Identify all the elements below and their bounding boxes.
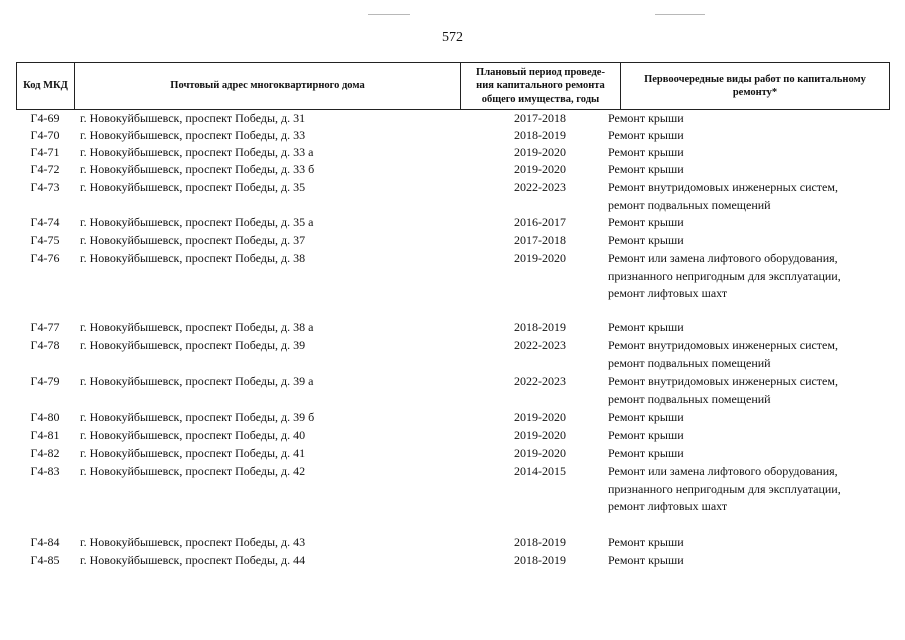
row-address: г. Новокуйбышевск, проспект Победы, д. 38: [80, 251, 306, 265]
row-works: Ремонт крыши: [608, 215, 684, 229]
row-address: г. Новокуйбышевск, проспект Победы, д. 39 а: [80, 374, 314, 388]
row-address: г. Новокуйбышевск, проспект Победы, д. 31: [80, 111, 306, 125]
row-works: Ремонт крыши: [608, 145, 684, 159]
row-address: г. Новокуйбышевск, проспект Победы, д. 38 а: [80, 320, 314, 334]
row-address: г. Новокуйбышевск, проспект Победы, д. 37: [80, 233, 306, 247]
row-period: 2017-2018: [514, 233, 566, 247]
row-code: Г4-83: [30, 464, 60, 478]
row-code: Г4-79: [30, 374, 60, 388]
row-works: Ремонт крыши: [608, 553, 684, 567]
row-works: Ремонт крыши: [608, 320, 684, 334]
table-header: [16, 62, 890, 110]
row-code: Г4-73: [30, 180, 60, 194]
row-works: Ремонт крыши: [608, 428, 684, 442]
row-period: 2017-2018: [514, 111, 566, 125]
row-address: г. Новокуйбышевск, проспект Победы, д. 39 б: [80, 410, 315, 424]
row-period: 2022-2023: [514, 374, 566, 388]
row-address: г. Новокуйбышевск, проспект Победы, д. 42: [80, 464, 306, 478]
row-period: 2016-2017: [514, 215, 566, 229]
row-code: Г4-70: [30, 128, 60, 142]
header-period: Плановый период проведе- ния капитального ремонта общего имущества, годы: [461, 63, 621, 109]
row-period: 2019-2020: [514, 145, 566, 159]
page-number: 572: [442, 30, 463, 45]
header-code: Код МКД: [17, 63, 75, 109]
row-code: Г4-80: [30, 410, 60, 424]
row-period: 2018-2019: [514, 320, 566, 334]
row-code: Г4-84: [30, 535, 60, 549]
row-address: г. Новокуйбышевск, проспект Победы, д. 33 а: [80, 145, 314, 159]
row-period: 2018-2019: [514, 553, 566, 567]
row-code: Г4-76: [30, 251, 60, 265]
row-period: 2022-2023: [514, 338, 566, 352]
row-works: Ремонт крыши: [608, 128, 684, 142]
row-works: Ремонт крыши: [608, 535, 684, 549]
row-period: 2018-2019: [514, 535, 566, 549]
row-period: 2019-2020: [514, 428, 566, 442]
row-address: г. Новокуйбышевск, проспект Победы, д. 40: [80, 428, 306, 442]
row-period: 2018-2019: [514, 128, 566, 142]
header-address: Почтовый адрес многоквартирного дома: [75, 63, 461, 109]
row-address: г. Новокуйбышевск, проспект Победы, д. 35: [80, 180, 306, 194]
row-address: г. Новокуйбышевск, проспект Победы, д. 43: [80, 535, 306, 549]
row-code: Г4-78: [30, 338, 60, 352]
scan-artifact-left: [368, 14, 410, 15]
row-code: Г4-71: [30, 145, 60, 159]
row-period: 2014-2015: [514, 464, 566, 478]
row-code: Г4-74: [30, 215, 60, 229]
row-code: Г4-69: [30, 111, 60, 125]
row-works: Ремонт или замена лифтового оборудования, признанного непригодным для эксплуатации, ремонт лифтовых шахт: [608, 464, 841, 513]
row-code: Г4-81: [30, 428, 60, 442]
row-address: г. Новокуйбышевск, проспект Победы, д. 33 б: [80, 162, 315, 176]
scan-artifact-right: [655, 14, 705, 15]
row-code: Г4-82: [30, 446, 60, 460]
row-works: Ремонт или замена лифтового оборудования, признанного непригодным для эксплуатации, ремонт лифтовых шахт: [608, 251, 841, 300]
row-works: Ремонт внутридомовых инженерных систем, ремонт подвальных помещений: [608, 180, 838, 212]
row-period: 2019-2020: [514, 410, 566, 424]
row-address: г. Новокуйбышевск, проспект Победы, д. 33: [80, 128, 306, 142]
row-address: г. Новокуйбышевск, проспект Победы, д. 39: [80, 338, 306, 352]
row-works: Ремонт крыши: [608, 410, 684, 424]
row-address: г. Новокуйбышевск, проспект Победы, д. 35 а: [80, 215, 314, 229]
row-period: 2019-2020: [514, 162, 566, 176]
row-period: 2019-2020: [514, 251, 566, 265]
row-works: Ремонт внутридомовых инженерных систем, ремонт подвальных помещений: [608, 338, 838, 370]
row-works: Ремонт крыши: [608, 446, 684, 460]
row-works: Ремонт крыши: [608, 162, 684, 176]
row-code: Г4-72: [30, 162, 60, 176]
row-works: Ремонт крыши: [608, 233, 684, 247]
row-works: Ремонт крыши: [608, 111, 684, 125]
row-code: Г4-77: [30, 320, 60, 334]
row-period: 2019-2020: [514, 446, 566, 460]
row-address: г. Новокуйбышевск, проспект Победы, д. 41: [80, 446, 306, 460]
row-address: г. Новокуйбышевск, проспект Победы, д. 44: [80, 553, 306, 567]
row-code: Г4-85: [30, 553, 60, 567]
row-works: Ремонт внутридомовых инженерных систем, ремонт подвальных помещений: [608, 374, 838, 406]
header-works: Первоочередные виды работ по капитальному ремонту*: [644, 73, 866, 98]
row-period: 2022-2023: [514, 180, 566, 194]
row-code: Г4-75: [30, 233, 60, 247]
